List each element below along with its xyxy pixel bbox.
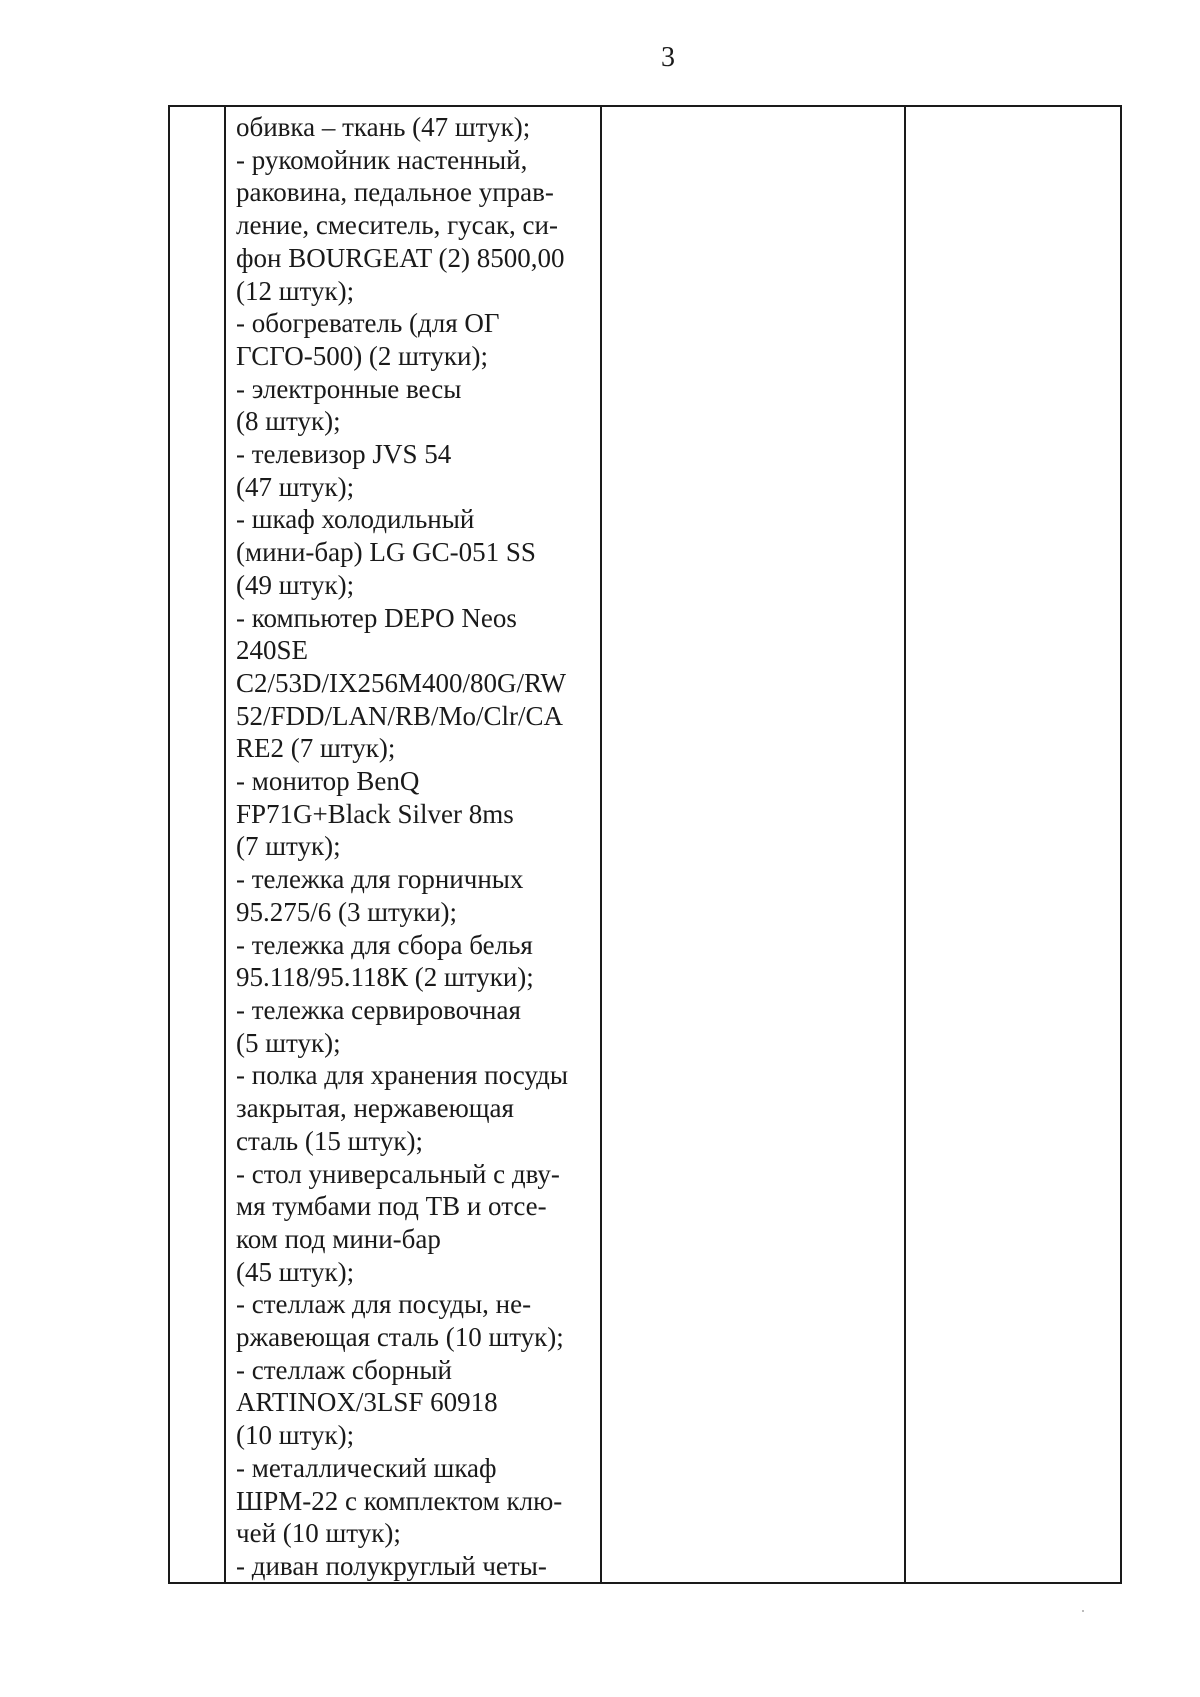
description-line: ГСГО-500) (2 штуки); [236,340,488,371]
description-line: FP71G+Black Silver 8ms [236,798,514,829]
description-line: (10 штук); [236,1420,355,1451]
table-cell-description [226,107,602,1582]
description-line: - тележка для горничных [236,864,524,895]
description-line: - металлический шкаф [236,1452,497,1483]
scan-artifact [1082,1610,1084,1612]
description-line: 95.275/6 (3 штуки); [236,896,458,927]
description-line: ржавеющая сталь (10 штук); [236,1322,564,1353]
description-line: - стол универсальный с дву- [236,1158,560,1189]
description-line: (47 штук); [236,471,355,502]
description-line: C2/53D/IX256M400/80G/RW [236,667,567,698]
description-line: - полка для хранения посуды [236,1060,569,1091]
description-line: 52/FDD/LAN/RB/Mo/Clr/CA [236,700,564,731]
table-column-number [170,107,226,1582]
description-line: (7 штук); [236,831,341,862]
description-line: ARTINOX/3LSF 60918 [236,1387,498,1418]
description-line: - обогреватель (для ОГ [236,308,500,339]
description-line: - диван полукруглый четы- [236,1550,547,1581]
description-line: (мини-бар) LG GC-051 SS [236,537,536,568]
description-line: 240SE [236,635,309,666]
description-line: (12 штук); [236,275,355,306]
description-line: - тележка сервировочная [236,994,521,1025]
description-line: (45 штук); [236,1256,355,1287]
description-line: (8 штук); [236,406,341,437]
description-line: - стеллаж для посуды, не- [236,1289,532,1320]
table-column-3 [602,107,906,1582]
description-line: фон BOURGEAT (2) 8500,00 [236,242,565,273]
page-number: 3 [661,42,675,73]
description-line: обивка – ткань (47 штук); [236,112,531,142]
description-line: - телевизор JVS 54 [236,439,452,470]
description-line: раковина, педальное управ- [236,177,554,208]
description-line: RE2 (7 штук); [236,733,396,764]
description-line: - компьютер DEPO Neos [236,602,517,633]
description-line: (49 штук); [236,569,355,600]
description-line: - рукомойник настенный, [236,144,528,175]
table-column-4 [906,107,1120,1582]
description-line: чей (10 штук); [236,1518,401,1549]
description-line: ШРМ-22 с комплектом клю- [236,1485,563,1516]
document-table [168,105,1122,1584]
description-line: ком под мини-бар [236,1223,441,1254]
description-line: закрытая, нержавеющая [236,1093,514,1124]
description-line: сталь (15 штук); [236,1125,423,1156]
description-line: 95.118/95.118К (2 штуки); [236,962,534,993]
description-line: ление, смеситель, гусак, си- [236,210,558,241]
description-line: - шкаф холодильный [236,504,475,535]
description-line: - тележка для сбора белья [236,929,533,960]
description-line: - стеллаж сборный [236,1354,452,1385]
description-line: мя тумбами под ТВ и отсе- [236,1191,547,1222]
description-line: - монитор BenQ [236,766,420,797]
description-line: (5 штук); [236,1027,341,1058]
description-line: - электронные весы [236,373,462,404]
